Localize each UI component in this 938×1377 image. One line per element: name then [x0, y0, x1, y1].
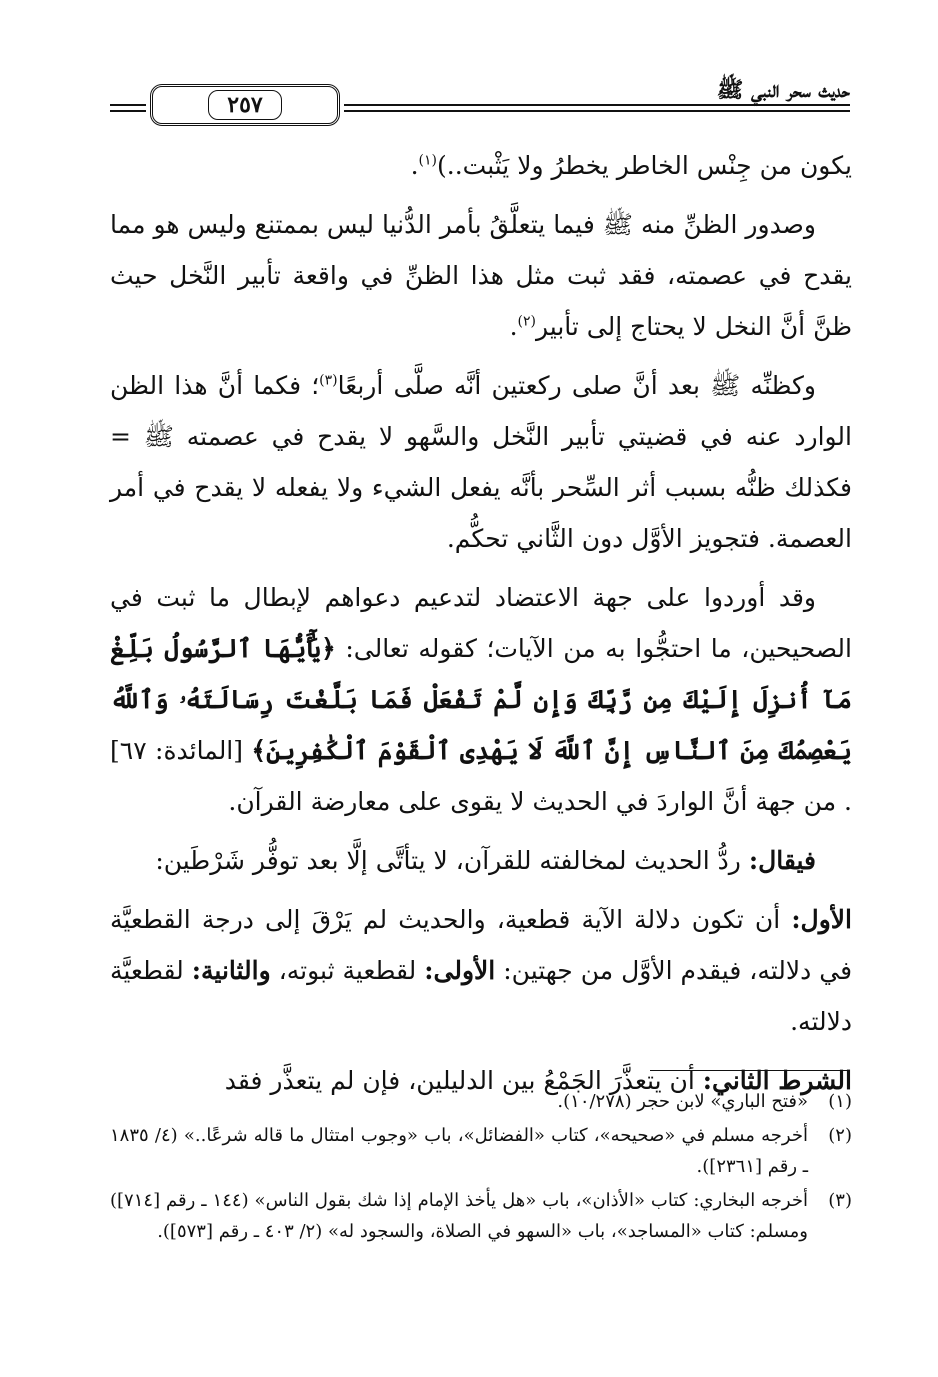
text-run: وقد أوردوا على جهة الاعتضاد لتدعيم دعواهم لإبطال ما ثبت في الصحيحين، ما احتجُّوا به من الآيات؛ كقوله تعالى:	[110, 583, 852, 663]
text-run: وكظنِّه ﷺ بعد أنَّ صلى ركعتين أنَّه صلَّى أربعًا	[337, 371, 816, 400]
footnote-ref[interactable]: (٢)	[517, 313, 536, 330]
bold-term: والثانية:	[191, 956, 271, 985]
text-run: أن يتعذَّرَ الجَمْعُ بين الدليلين، فإن لم يتعذَّر فقد	[224, 1066, 695, 1095]
footnote-number: (٣)	[828, 1190, 852, 1211]
text-run: .	[509, 312, 518, 341]
footnote-number: (٢)	[828, 1125, 852, 1146]
bold-lead: فيقال:	[748, 846, 816, 875]
footnote-text: أخرجه مسلم في «صحيحه»، كتاب «الفضائل»، باب «وجوب امتثال ما قاله شرعًا..» (٤/ ١٨٣٥ ـ رقم [٢٣٦١]).	[110, 1125, 808, 1177]
footnote-text: «فتح الباري» لابن حجر (١٠/٢٧٨).	[557, 1091, 808, 1112]
header-rule	[110, 104, 146, 106]
text-run: لقطعيَّة دلالته.	[110, 956, 852, 1036]
footnote-separator	[650, 1070, 850, 1071]
text-run: وصدور الظنِّ منه ﷺ فيما يتعلَّقُ بأمر الدُّنيا ليس بممتنع وليس هو مما يقدح في عصمته، فقد ثبت مثل هذا الظنِّ في واقعة تأبير النَّخل حيث ظنَّ أنَّ النخل لا يحتاج إلى تأبير	[110, 210, 852, 341]
footnotes	[110, 1086, 852, 1250]
header-rule	[344, 104, 850, 106]
text-run: يكون من جِنْس الخاطر يخطرُ ولا يَثْبت..)	[437, 151, 852, 180]
paragraph	[110, 894, 852, 1047]
paragraph	[110, 199, 852, 352]
text-run: ردُّ الحديث لمخالفته للقرآن، لا يتأتَّى إلَّا بعد توفُّر شَرْطَين:	[155, 846, 741, 875]
paragraph	[110, 572, 852, 827]
bold-lead: الأول:	[791, 905, 852, 934]
paragraph	[110, 140, 852, 191]
paragraph	[110, 835, 852, 886]
footnote-number: (١)	[828, 1091, 852, 1112]
bold-term: الأولى:	[424, 956, 496, 985]
bold-lead: الشرط الثاني:	[702, 1066, 852, 1095]
header-rule	[110, 110, 146, 112]
footnote-text: أخرجه البخاري: كتاب «الأذان»، باب «هل يأخذ الإمام إذا شك بقول الناس» (١٤٤ ـ رقم [٧١٤]) ومسلم: كتاب «المساجد»، باب «السهو في الصلاة، والسجود له» (٢/ ٤٠٣ ـ رقم [٥٧٣]).	[110, 1190, 808, 1242]
text-run: لقطعية ثبوته،	[278, 956, 417, 985]
footnote	[110, 1086, 852, 1117]
main-text	[110, 140, 852, 1114]
text-run: .	[410, 151, 419, 180]
text-run: أن تكون دلالة الآية قطعية، والحديث لم يَرْقَ إلى درجة القطعيَّة في دلالته، فيقدم الأوَّل من جهتين:	[110, 905, 853, 985]
text-run: ؛ فكما أنَّ هذا الظن الوارد عنه في قضيتي تأبير النَّخل والسَّهو لا يقدح في عصمته ﷺ = فكذلك ظنُّه بسبب أثر السِّحر بأنَّه يفعل الشيء ولا يفعله لا يقدح في أمر العصمة. فتجويز الأوَّل دون الثَّاني تحكُّم.	[110, 371, 852, 553]
footnote	[110, 1120, 852, 1182]
footnote-ref[interactable]: (٣)	[319, 372, 338, 389]
quran-verse: ﴿يَٰٓأَيُّهَا ٱلرَّسُولُ بَلِّغْ مَآ أُنزِلَ إِلَيْكَ مِن رَّبِّكَ وَإِن لَّمْ تَفْعَلْ فَمَا بَلَّغْتَ رِسَالَتَهُۥ وَٱللَّهُ يَعْصِمُكَ مِنَ ٱلنَّاسِ إِنَّ ٱللَّهَ لَا يَهْدِى ٱلْقَوْمَ ٱلْكَٰفِرِينَ﴾	[110, 634, 852, 765]
running-title: حديث سحر النبي ﷺ	[716, 77, 850, 103]
footnote-ref[interactable]: (١)	[418, 152, 437, 169]
text-run: . من جهة أنَّ الواردَ في الحديث لا يقوى على معارضة القرآن.	[228, 787, 852, 816]
page-number: ٢٥٧	[208, 90, 282, 120]
page-header	[110, 70, 850, 130]
header-rule	[344, 110, 850, 112]
page-number-frame	[150, 84, 340, 126]
verse-citation: [المائدة: ٦٧]	[110, 736, 244, 765]
paragraph	[110, 360, 852, 564]
footnote	[110, 1185, 852, 1247]
